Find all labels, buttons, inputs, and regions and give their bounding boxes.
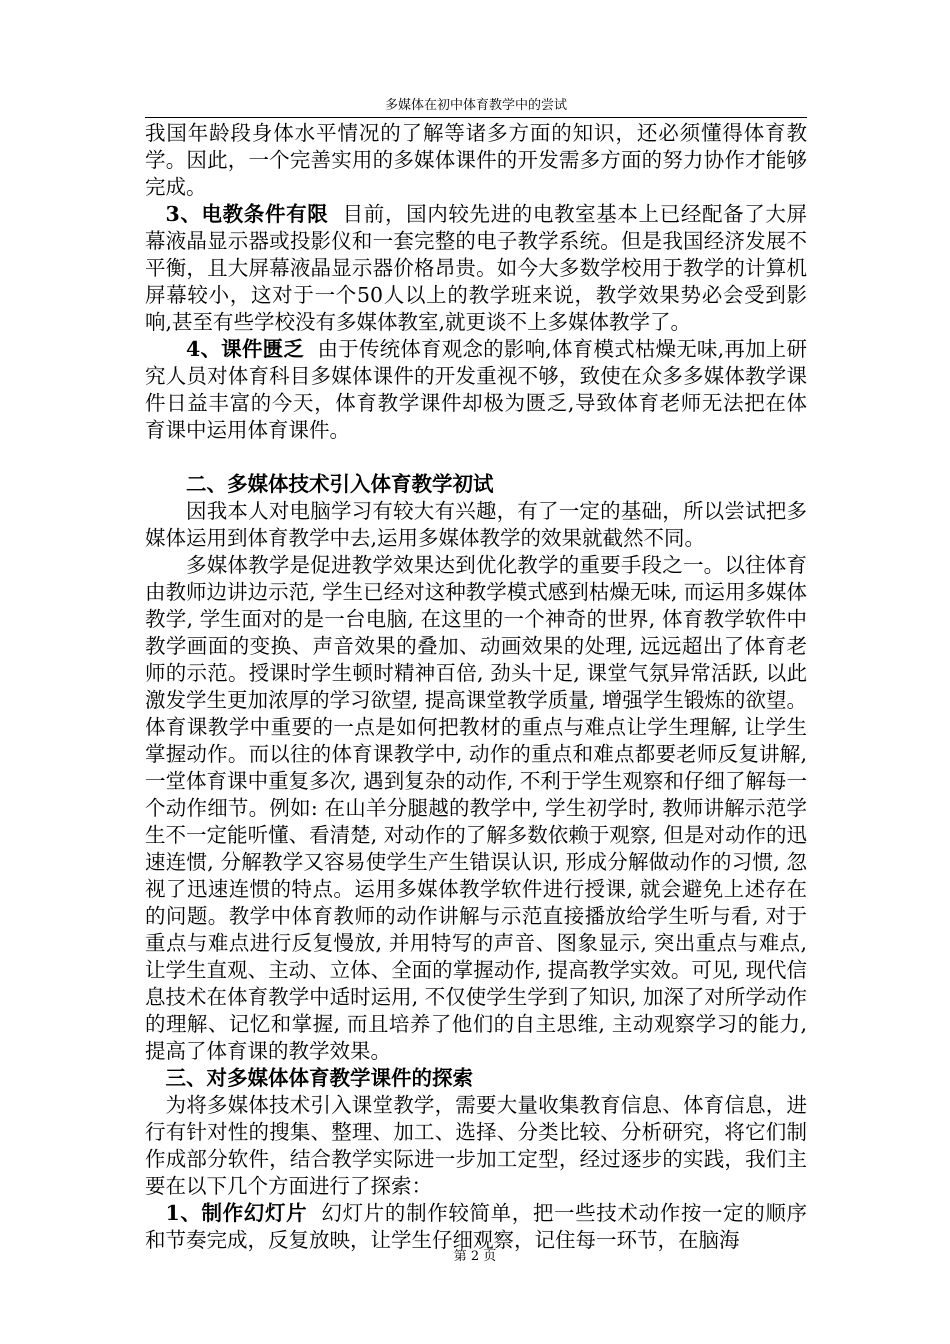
section-heading-3: 三、对多媒体体育教学课件的探索: [165, 1066, 473, 1090]
section-gap: [145, 444, 807, 471]
item-4-text: 由于传统体育观念的影响,体育模式枯燥无味,再加上研究人员对体育科目多媒体课件的开发重视不够，致使在众多多媒体教学课件日益丰富的今天，体育教学课件却极为匮乏,导致体育老师无法把在体育课中运用体育课件。: [145, 337, 807, 442]
page-footer: [0, 1247, 950, 1267]
paragraph-2: [145, 201, 807, 336]
paragraph-5: 多媒体教学是促进教学效果达到优化教学的重要手段之一。以往体育由教师边讲边示范, 学生已经对这种教学模式感到枯燥无味, 而运用多媒体教学, 学生面对的是一台电脑, 在这里的一个神奇的世界, 体育教学软件中教学画面的变换、声音效果的叠加、动画效果的处理, 远远超出了体育老师的示范。授课时学生顿时精神百倍, 劲头十足, 课堂气氛异常活跃, 以此激发学生更加浓厚的学习欲望, 提高课堂教学质量, 增强学生锻炼的欲望。体育课教学中重要的一点是如何把教材的重点与难点让学生理解, 让学生掌握动作。而以往的体育课教学中, 动作的重点和难点都要老师反复讲解, 一堂体育课中重复多次, 遇到复杂的动作, 不利于学生观察和仔细了解每一个动作细节。例如: 在山羊分腿越的教学中, 学生初学时, 教师讲解示范学生不一定能听懂、看清楚, 对动作的了解多数依赖于观察, 但是对动作的迅速连惯, 分解教学又容易使学生产生错误认识, 形成分解做动作的习惯, 忽视了迅速连惯的特点。运用多媒体教学软件进行授课, 就会避免上述存在的问题。教学中体育教师的动作讲解与示范直接播放给学生听与看, 对于重点与难点进行反复慢放, 并用特写的声音、图象显示, 突出重点与难点, 让学生直观、主动、立体、全面的掌握动作, 提高教学实效。可见, 现代信息技术在体育教学中适时运用, 不仅使学生学到了知识, 加深了对所学动作的理解、记忆和掌握, 而且培养了他们的自主思维, 主动观察学习的能力, 提高了体育课的教学效果。: [145, 553, 807, 1063]
item-1-text: 幻灯片的制作较简单，把一些技术动作按一定的顺序和节奏完成，反复放映，让学生仔细观察，记住每一环节，在脑海: [145, 1201, 808, 1252]
page-number: 第 2 页: [453, 1249, 497, 1264]
paragraph-7: [145, 1200, 807, 1254]
section-heading-2: 二、多媒体技术引入体育教学初试: [186, 472, 494, 496]
item-4-label: 4、课件匮乏: [186, 337, 305, 361]
item-3-label: 3、电教条件有限: [165, 202, 329, 226]
page-header: [145, 95, 807, 118]
document-body: [145, 120, 807, 1254]
paragraph-6: 为将多媒体技术引入课堂教学，需要大量收集教育信息、体育信息，进行有针对性的搜集、整理、加工、选择、分类比较、分析研究，将它们制作成部分软件，结合教学实际进一步加工定型，经过逐步的实践，我们主要在以下几个方面进行了探索：: [145, 1093, 807, 1198]
paragraph-3: [145, 336, 807, 444]
item-3-text: 目前，国内较先进的电教室基本上已经配备了大屏幕液晶显示器或投影仪和一套完整的电子教学系统。但是我国经济发展不平衡，且大屏幕液晶显示器价格昂贵。如今大多数学校用于教学的计算机屏幕较小，这对于一个50人以上的教学班来说，教学效果势必会受到影响,甚至有些学校没有多媒体教室,就更谈不上多媒体教学了。: [145, 202, 808, 334]
paragraph-4: 因我本人对电脑学习有较大有兴趣，有了一定的基础，所以尝试把多媒体运用到体育教学中去,运用多媒体教学的效果就截然不同。: [145, 499, 807, 550]
header-title: 多媒体在初中体育教学中的尝试: [384, 98, 567, 113]
paragraph-1: 我国年龄段身体水平情况的了解等诸多方面的知识，还必须懂得体育教学。因此，一个完善实用的多媒体课件的开发需多方面的努力协作才能够完成。: [145, 121, 807, 199]
item-1-label: 1、制作幻灯片: [165, 1201, 308, 1225]
